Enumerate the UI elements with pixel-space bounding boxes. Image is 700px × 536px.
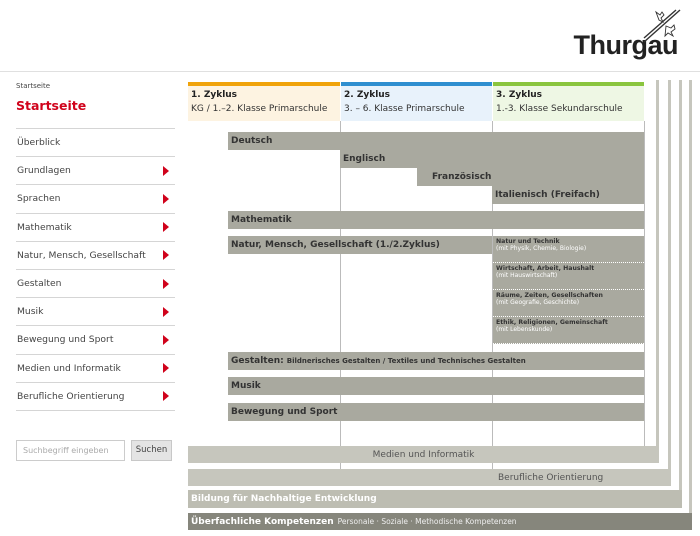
arrow-right-icon — [163, 250, 169, 260]
berufliche-frame — [668, 80, 671, 486]
subject-label: Natur, Mensch, Gesellschaft (1./2.Zyklus) — [231, 240, 440, 250]
subject-erg[interactable] — [493, 317, 644, 344]
module-label: Berufliche Orientierung — [498, 472, 604, 483]
kompetenzen-frame — [689, 80, 692, 528]
sidebar-item-label: Musik — [17, 306, 44, 318]
subject-italienisch[interactable] — [492, 186, 644, 204]
arrow-right-icon — [163, 335, 169, 345]
sidebar-item-label: Überblick — [17, 137, 61, 149]
subject-gestalten[interactable] — [228, 352, 644, 370]
sidebar-item-bewegung[interactable] — [16, 326, 175, 354]
cycle-title: 1. Zyklus — [191, 90, 238, 100]
medien-frame — [656, 80, 659, 463]
arrow-right-icon — [163, 222, 169, 232]
sidebar-item-sprachen[interactable] — [16, 185, 175, 213]
column-divider — [340, 121, 341, 481]
subject-franzoesisch[interactable] — [417, 168, 644, 186]
column-divider — [644, 121, 645, 451]
subject-rzg[interactable] — [493, 290, 644, 317]
subject-label: Wirtschaft, Arbeit, Haushalt — [496, 265, 595, 272]
sidebar-item-label: Grundlagen — [17, 165, 71, 177]
search-button[interactable]: Suchen — [131, 440, 172, 461]
subject-musik[interactable] — [228, 377, 644, 395]
sidebar-item-nmg[interactable] — [16, 242, 175, 270]
subject-deutsch[interactable] — [228, 132, 644, 150]
thurgau-crest-icon — [640, 8, 684, 44]
subject-label: Deutsch — [231, 136, 273, 146]
subject-sublabel: Bildnerisches Gestalten / Textiles und Technisches Gestalten — [286, 357, 526, 365]
sidebar-item-musik[interactable] — [16, 298, 175, 326]
cycle-3-header[interactable] — [493, 82, 644, 121]
subject-note: (mit Geografie, Geschichte) — [496, 299, 580, 306]
subject-label: Italienisch (Freifach) — [495, 190, 600, 200]
cycle-subtitle: 3. – 6. Klasse Primarschule — [344, 104, 465, 114]
arrow-right-icon — [163, 279, 169, 289]
cycle-title: 3. Zyklus — [496, 90, 543, 100]
sidebar-item-berufliche[interactable] — [16, 383, 175, 411]
band-bne[interactable] — [188, 490, 682, 508]
subject-note: (mit Physik, Chemie, Biologie) — [496, 245, 587, 252]
sidebar-item-label: Natur, Mensch, Gesellschaft — [17, 249, 146, 261]
arrow-right-icon — [163, 391, 169, 401]
bne-frame — [679, 80, 682, 508]
cycle-subtitle: KG / 1.–2. Klasse Primarschule — [191, 104, 328, 114]
band-sublabel: Personale · Soziale · Methodische Kompetenzen — [337, 517, 517, 526]
sidebar-item-label: Bewegung und Sport — [17, 334, 114, 346]
page-title: Startseite — [16, 98, 87, 113]
band-kompetenzen[interactable] — [188, 513, 692, 530]
arrow-right-icon — [163, 166, 169, 176]
header-divider — [0, 71, 700, 72]
subject-label: Natur und Technik — [496, 238, 560, 245]
module-medien[interactable] — [188, 446, 659, 463]
module-label: Medien und Informatik — [372, 449, 475, 460]
breadcrumb[interactable]: Startseite — [16, 82, 51, 90]
subject-label: Gestalten: — [231, 356, 284, 366]
subject-note: (mit Hauswirtschaft) — [496, 272, 558, 279]
arrow-right-icon — [163, 363, 169, 373]
subject-label: Räume, Zeiten, Gesellschaften — [496, 292, 603, 299]
module-berufliche[interactable] — [188, 469, 671, 486]
cycle-title: 2. Zyklus — [344, 90, 391, 100]
subject-bewegung[interactable] — [228, 403, 644, 421]
subject-nmg[interactable] — [228, 236, 492, 254]
subject-label: Ethik, Religionen, Gemeinschaft — [496, 319, 608, 326]
band-label: Überfachliche Kompetenzen — [191, 516, 334, 527]
sidebar-item-label: Mathematik — [17, 221, 72, 233]
subject-label: Bewegung und Sport — [231, 407, 338, 417]
subject-englisch[interactable] — [340, 150, 644, 168]
subject-note: (mit Lebenskunde) — [496, 326, 553, 333]
sidebar-item-gestalten[interactable] — [16, 270, 175, 298]
subject-label: Mathematik — [231, 215, 292, 225]
subject-label: Französisch — [432, 172, 492, 182]
sidebar-item-label: Gestalten — [17, 278, 62, 290]
sidebar-item-label: Sprachen — [17, 193, 61, 205]
subject-wah[interactable] — [493, 263, 644, 290]
sidebar-item-medien[interactable] — [16, 355, 175, 383]
cycle-2-header[interactable] — [341, 82, 492, 121]
sidebar-item-label: Medien und Informatik — [17, 362, 121, 374]
subject-mathematik[interactable] — [228, 211, 644, 229]
sidebar-item-grundlagen[interactable] — [16, 157, 175, 185]
arrow-right-icon — [163, 307, 169, 317]
subject-label: Musik — [231, 381, 261, 391]
sidebar-item-label: Berufliche Orientierung — [17, 390, 125, 402]
sidebar-menu — [16, 128, 175, 411]
band-label: Bildung für Nachhaltige Entwicklung — [191, 494, 377, 504]
cycle-1-header[interactable] — [188, 82, 340, 121]
search-input[interactable]: Suchbegriff eingeben — [16, 440, 125, 461]
brand-logo-text[interactable]: Thurgau — [573, 30, 678, 60]
sidebar-item-ueberblick[interactable] — [16, 129, 175, 157]
subject-natur-technik[interactable] — [493, 236, 644, 263]
arrow-right-icon — [163, 194, 169, 204]
subject-label: Englisch — [343, 154, 386, 164]
cycle-subtitle: 1.-3. Klasse Sekundarschule — [496, 104, 623, 114]
sidebar-item-mathematik[interactable] — [16, 214, 175, 242]
